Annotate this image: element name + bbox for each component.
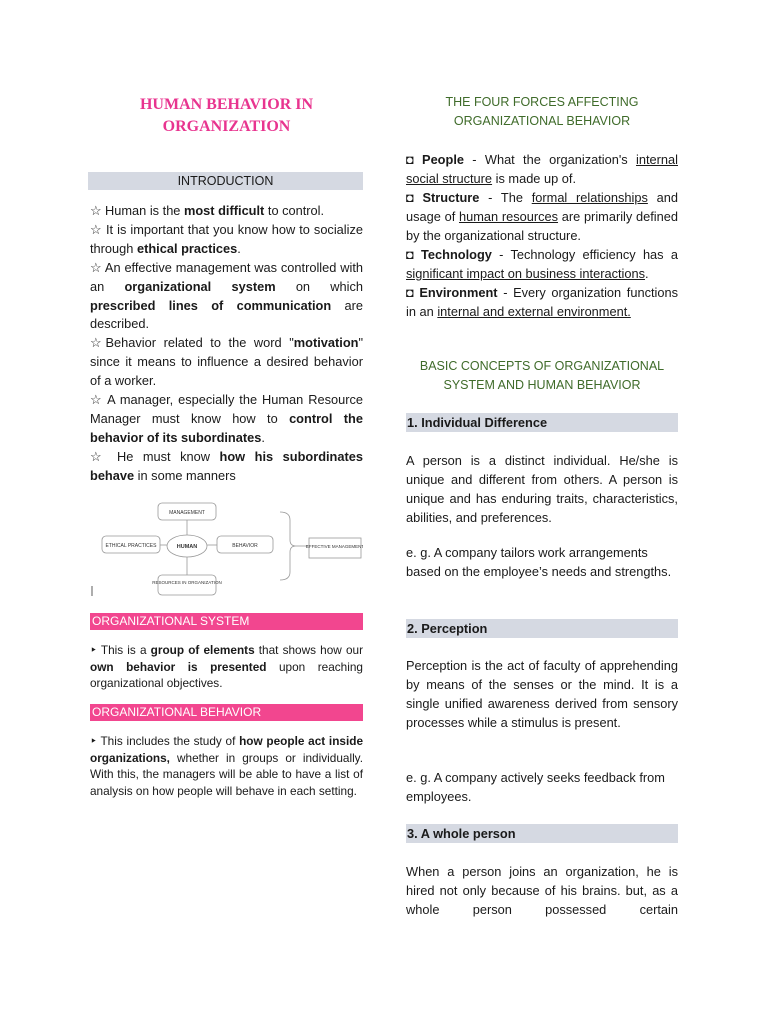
organizational-behavior-text: ‣ This includes the study of how people act inside organizations, whether in groups or individually. With this, the managers will be able to have a list of analysis on how people will behave in each setting.: [90, 734, 364, 798]
diagram-label-outcome: EFFECTIVE MANAGEMENT: [305, 544, 363, 549]
page-title: HUMAN BEHAVIOR IN ORGANIZATION: [139, 96, 314, 135]
paragraph: ◘ Structure - The formal relationships and usage of human resources are primarily defined by the organizational structure.: [406, 190, 678, 243]
organizational-system-header: ORGANIZATIONAL SYSTEM: [90, 613, 363, 630]
perception-example: e. g. A company actively seeks feedback from employees.: [406, 770, 665, 804]
paragraph: ☆ An effective management was controlled with an organizational system on which prescribed lines of communication are described.: [90, 259, 364, 332]
diagram-node-bottom: [158, 575, 216, 595]
diagram-label-left: ETHICAL PRACTICES: [105, 543, 157, 549]
paragraph: ☆ Human is the most difficult to control.: [90, 203, 325, 218]
section-perception: 2. Perception: [406, 619, 678, 638]
organizational-behavior-header: ORGANIZATIONAL BEHAVIOR: [90, 704, 363, 721]
human-behavior-diagram: [90, 500, 363, 600]
four-forces-list: [406, 150, 678, 321]
introduction-header: INTRODUCTION: [88, 172, 363, 190]
introduction-text: [90, 202, 363, 486]
diagram-label-center: HUMAN: [176, 544, 198, 550]
whole-person-text: When a person joins an organization, he is hired not only because of his brains. but, as a whole person possessed certain: [406, 864, 678, 917]
paragraph: ◘ Technology - Technology efficiency has a significant impact on business interactions.: [406, 247, 678, 281]
paragraph: ◘ Environment - Every organization functions in an internal and external environment.: [406, 285, 678, 319]
four-forces-title: THE FOUR FORCES AFFECTING ORGANIZATIONAL BEHAVIOR: [445, 95, 639, 128]
paragraph: ☆Behavior related to the word "motivation" since it means to influence a desired behavior of a worker.: [90, 335, 363, 389]
perception-text: Perception is the act of faculty of apprehending by means of the senses or the mind. It is a single unified awareness derived from sensory processes while a stimulus is present.: [406, 658, 678, 730]
individual-difference-example: e. g. A company tailors work arrangements based on the employee’s needs and strengths.: [406, 545, 672, 579]
diagram-label-top: MANAGEMENT: [169, 510, 205, 516]
section-whole-person: 3. A whole person: [406, 824, 678, 843]
organizational-system-text: ‣ This is a group of elements that shows how our own behavior is presented upon reaching organizational objectives.: [90, 643, 363, 690]
section-individual-difference: 1. Individual Difference: [406, 413, 678, 432]
paragraph: ☆ He must know how his subordinates behave in some manners: [90, 448, 363, 483]
paragraph: ◘ People - What the organization's internal social structure is made up of.: [406, 152, 678, 186]
basic-concepts-title: BASIC CONCEPTS OF ORGANIZATIONAL SYSTEM AND HUMAN BEHAVIOR: [419, 359, 665, 392]
diagram-label-right: BEHAVIOR: [232, 543, 258, 549]
diagram-label-bottom: RESOURCES IN ORGANIZATION: [152, 580, 222, 585]
paragraph: ☆ It is important that you know how to socialize through ethical practices.: [90, 221, 363, 256]
individual-difference-text: A person is a distinct individual. He/she is unique and different from others. A person is unique and has enduring traits, characteristics, abilities, and preferences.: [406, 453, 678, 525]
paragraph: ☆ A manager, especially the Human Resource Manager must know how to control the behavior of its subordinates.: [90, 392, 363, 445]
